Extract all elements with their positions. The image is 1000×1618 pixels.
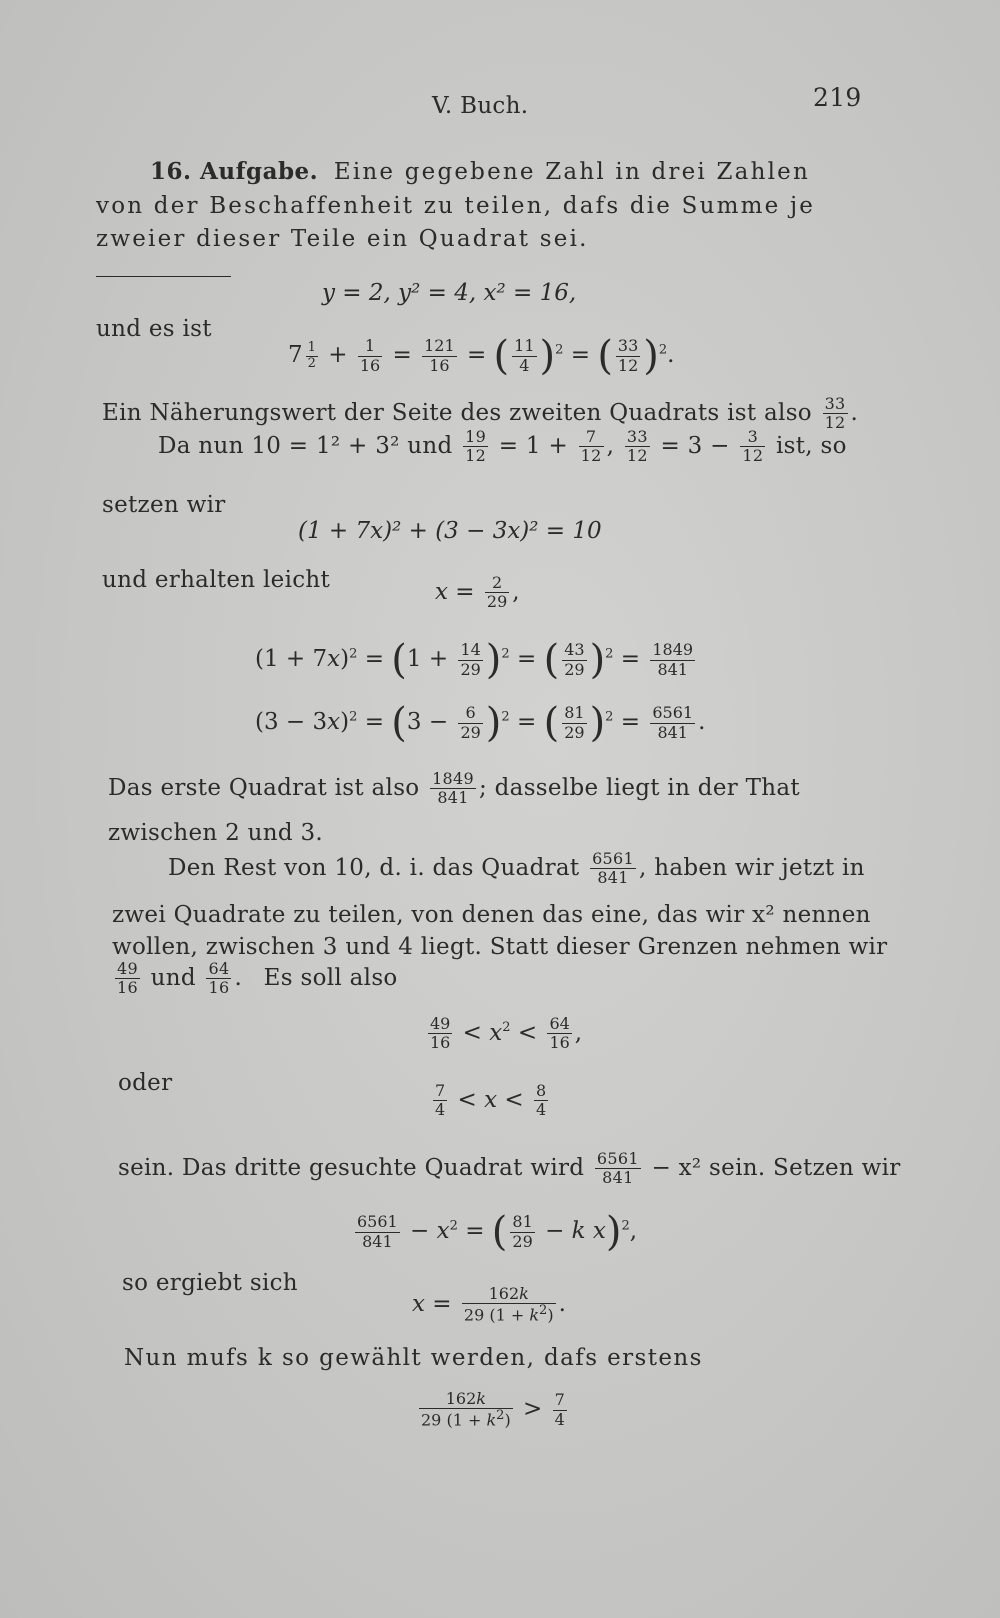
text-sein-a: sein. Das dritte gesuchte Quadrat wird bbox=[118, 1154, 585, 1181]
equation-x-value: x = $\frac{2}{29}$ , bbox=[435, 573, 520, 612]
text-rest-a: Den Rest von 10, d. i. das Quadrat bbox=[168, 854, 580, 881]
text-sein-b: − x² sein. Setzen wir bbox=[651, 1154, 901, 1181]
page-number: 219 bbox=[813, 83, 862, 112]
problem-statement-3: zweier dieser Teile ein Quadrat sei. bbox=[96, 226, 589, 252]
text-naeherung-label: Ein Näherungswert der Seite des zweiten Quadrats ist also bbox=[102, 399, 812, 426]
equation-second-square: $(3 - 3x)^2 = (3$ − $\frac{6}{29}$ )$^2$ = ( $\frac{81}{29}$ )$^2$ = $\frac{6561}{841}$ . bbox=[255, 700, 706, 746]
text-zwei-quadrate: zwei Quadrate zu teilen, von denen das eine, das wir x² nennen bbox=[112, 902, 871, 928]
problem-label: 16. Aufgabe. bbox=[150, 158, 319, 185]
text-und-es-ist: und es ist bbox=[96, 316, 212, 342]
text-erste-quadrat-b: ; dasselbe liegt in der That bbox=[479, 774, 800, 801]
equation-inequality-1: $\frac{49}{16}$ < $x^2$ < $\frac{64}{16}$ , bbox=[430, 1014, 583, 1053]
text-sein: sein. Das dritte gesuchte Quadrat wird $\frac{6561}{841}$ − x² sein. Setzen wir bbox=[118, 1149, 901, 1188]
equation-third-square: $\frac{6561}{841}$ − $x^2$ = ( $\frac{81}{29}$ − k x)$^2$, bbox=[357, 1209, 638, 1255]
text-naeherungswert: Ein Näherungswert der Seite des zweiten Quadrats ist also $\frac{33}{12}$ . bbox=[102, 394, 859, 433]
text-oder: oder bbox=[118, 1070, 173, 1096]
text-ist-so: ist, so bbox=[775, 432, 847, 459]
text-erste-quadrat-a: Das erste Quadrat ist also bbox=[108, 774, 420, 801]
text-nun-muss: Nun mufs k so gewählt werden, dafs erstens bbox=[124, 1345, 703, 1371]
text-erste-quadrat: Das erste Quadrat ist also $\frac{1849}{841}$ ; dasselbe liegt in der That bbox=[108, 769, 800, 808]
text-so-ergiebt: so ergiebt sich bbox=[122, 1270, 298, 1296]
equation-x-of-k: x = $\frac{162k}{29 (1 + k^2)}$ . bbox=[412, 1284, 566, 1325]
equation-first-square: $(1 + 7x)^2 = (1$ + $\frac{14}{29}$ )$^2$ = ( $\frac{43}{29}$ )$^2$ = $\frac{1849}{841}$ bbox=[255, 637, 694, 683]
equation-setzen: (1 + 7x)² + (3 − 3x)² = 10 bbox=[298, 518, 602, 544]
equation-condition: $\frac{162k}{29 (1 + k^2)}$ > $\frac{7}{4}$ bbox=[421, 1389, 565, 1430]
text-grenzen: $\frac{49}{16}$ und $\frac{64}{16}$ . Es soll also bbox=[117, 959, 398, 998]
problem-line-1 bbox=[150, 158, 810, 185]
equation-sum: 7 $\frac{1}{2}$ + $\frac{1}{16}$ = $\frac{121}{16}$ = ( $\frac{11}{4}$ )$^2$ = ( $\frac{33}{12}$ )$^2$. bbox=[288, 333, 675, 379]
text-rest: Den Rest von 10, d. i. das Quadrat $\frac{6561}{841}$ , haben wir jetzt in bbox=[168, 849, 865, 888]
equation-y-x: y = 2, y² = 4, x² = 16, bbox=[322, 280, 577, 306]
text-da-nun-label: Da nun 10 = 1² + 3² und bbox=[158, 432, 453, 459]
problem-statement-2: von der Beschaffenheit zu teilen, dafs die Summe je bbox=[96, 193, 816, 219]
text-und: und bbox=[150, 964, 196, 991]
section-rule bbox=[96, 276, 231, 277]
equation-inequality-2: $\frac{7}{4}$ < x < $\frac{8}{4}$ bbox=[435, 1081, 547, 1120]
text-es-soll: Es soll also bbox=[263, 964, 398, 991]
text-setzen-wir: setzen wir bbox=[102, 492, 226, 518]
running-head: V. Buch. bbox=[432, 93, 529, 119]
text-da-nun: Da nun 10 = 1² + 3² und $\frac{19}{12}$ = 1 + $\frac{7}{12}$ , $\frac{33}{12}$ = 3 − $\frac{3}{12}$ ist, so bbox=[158, 427, 847, 466]
problem-statement-1: Eine gegebene Zahl in drei Zahlen bbox=[333, 159, 810, 185]
text-zwischen: zwischen 2 und 3. bbox=[108, 820, 324, 846]
text-und-erhalten: und erhalten leicht bbox=[102, 567, 331, 593]
text-rest-b: , haben wir jetzt in bbox=[639, 854, 865, 881]
text-wollen: wollen, zwischen 3 und 4 liegt. Statt dieser Grenzen nehmen wir bbox=[112, 934, 888, 960]
